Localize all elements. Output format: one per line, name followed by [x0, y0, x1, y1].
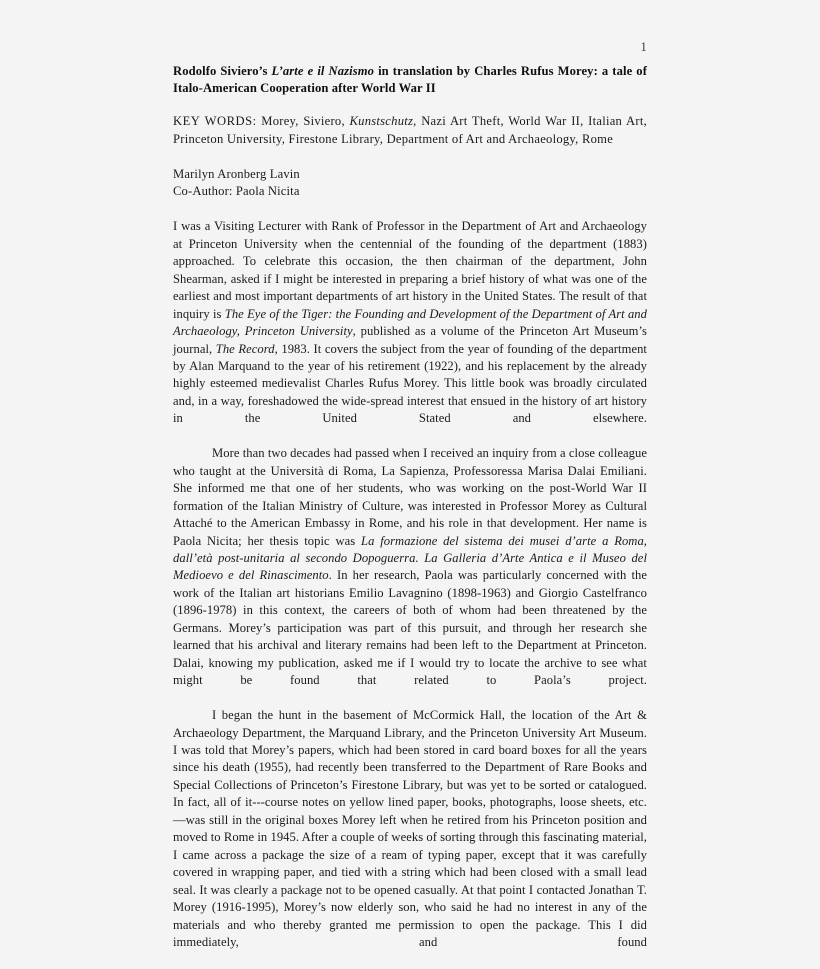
p1-segment-3: , 1983. It covers the subject from the year of founding of the department by Alan Marquand to the year of his retirement (1922), and his replacement by the already highly esteemed medievalist Charles Rufus Morey. This little book was broadly circulated and, in a way, foreshadowed the wide-spread interest that ensued in the history of art history in the United Stated and elsewhere. — [173, 341, 647, 426]
text-column — [173, 63, 647, 969]
body-text — [173, 218, 647, 968]
keywords-label: KEY WORDS: — [173, 114, 257, 129]
title-segment-after-italic: in translation by Charles Rufus Morey: a tale of Italo-American Cooperation after World War II — [173, 64, 647, 95]
page-title — [173, 63, 647, 96]
keywords-after-italic: , Nazi Art Theft, World War II, Italian Art, Princeton University, Firestone Library, Department of Art and Archaeology, Rome — [173, 114, 647, 146]
p2-segment-2: . In her research, Paola was particularly concerned with the work of the Italian art historians Emilio Lavagnino (1898-1963) and Giorgio Castelfranco (1896-1978) in this context, the careers of both of whom had been threatened by the Germans. Morey’s participation was part of this pursuit, and through her research she learned that his archival and literary remains had been left to the Department at Princeton. Dalai, knowing my publication, asked me if I would try to locate the archive to see what might be found that related to Paola’s project. — [173, 568, 647, 688]
body-paragraph-1 — [173, 218, 647, 445]
p1-segment-1: I was a Visiting Lecturer with Rank of Professor in the Department of Art and Archaeology at Princeton University when the centennial of the founding of the department (1883) approached. To celebrate this occasion, the then chairman of the department, John Shearman, asked if I might be interested in preparing a brief history of what was one of the earliest and most important departments of art history in the United States. The result of that inquiry is — [173, 219, 647, 321]
keywords-before-italic: Morey, Siviero, — [256, 114, 350, 129]
p2-segment-1: More than two decades had passed when I received an inquiry from a close colleague who taught at the Università di Roma, La Sapienza, Professoressa Marisa Dalai Emiliani. She informed me that one of her students, who was working on the post-World War II formation of the Italian Ministry of Culture, was interested in Professor Morey as Cultural Attaché to the American Embassy in Rome, and his role in that development. Her name is Paola Nicita; her thesis topic was — [173, 446, 647, 548]
p1-segment-2: , published as a volume of the Princeton Art Museum’s journal, — [173, 324, 647, 356]
keywords-line — [173, 113, 647, 148]
body-paragraph-3: I began the hunt in the basement of McCormick Hall, the location of the Art & Archaeology Department, the Marquand Library, and the Princeton University Art Museum. I was told that Morey’s papers, which had been stored in card board boxes for all the years since his death (1955), had recently been transferred to the Department of Rare Books and Special Collections of Princeton’s Firestone Library, but was yet to be sorted or catalogued. In fact, all of it---course notes on yellow lined paper, books, photographs, loose sheets, etc.—was still in the original boxes Morey left when he retired from his Princeton position and moved to Rome in 1945. After a couple of weeks of sorting through this fascinating material, I came across a package the size of a ream of typing paper, except that it was carefully covered in wrapping paper, and tied with a string which had been closed with a small lead seal. It was clearly a package not to be opened casually. At that point I contacted Jonathan T. Morey (1916-1995), Morey’s now elderly son, who said he had no interest in any of the materials and who thereby granted me permission to open the package. This I did immediately, and found — [173, 708, 647, 949]
page-number: 1 — [640, 40, 647, 54]
byline — [173, 166, 647, 200]
body-paragraph-2 — [173, 445, 647, 707]
p1-italic-book-title: The Eye of the Tiger: the Founding and Development of the Department of Art and Archaeology, Princeton University — [173, 306, 647, 339]
keywords-italic-term: Kunstschutz — [349, 114, 414, 129]
p2-italic-thesis-title: La formazione del sistema dei musei d’arte a Roma, dall’età post-unitaria al secondo Dopoguerra. La Galleria d’Arte Antica e il Museo del Medioevo e del Rinascimento — [173, 533, 647, 583]
coauthor-name: Co-Author: Paola Nicita — [173, 184, 300, 199]
title-segment-before-italic: Rodolfo Siviero’s — [173, 64, 272, 78]
title-italic-work: L’arte e il Nazismo — [271, 64, 375, 78]
author-name: Marilyn Aronberg Lavin — [173, 167, 300, 181]
p1-italic-journal-title: The Record — [215, 341, 275, 356]
